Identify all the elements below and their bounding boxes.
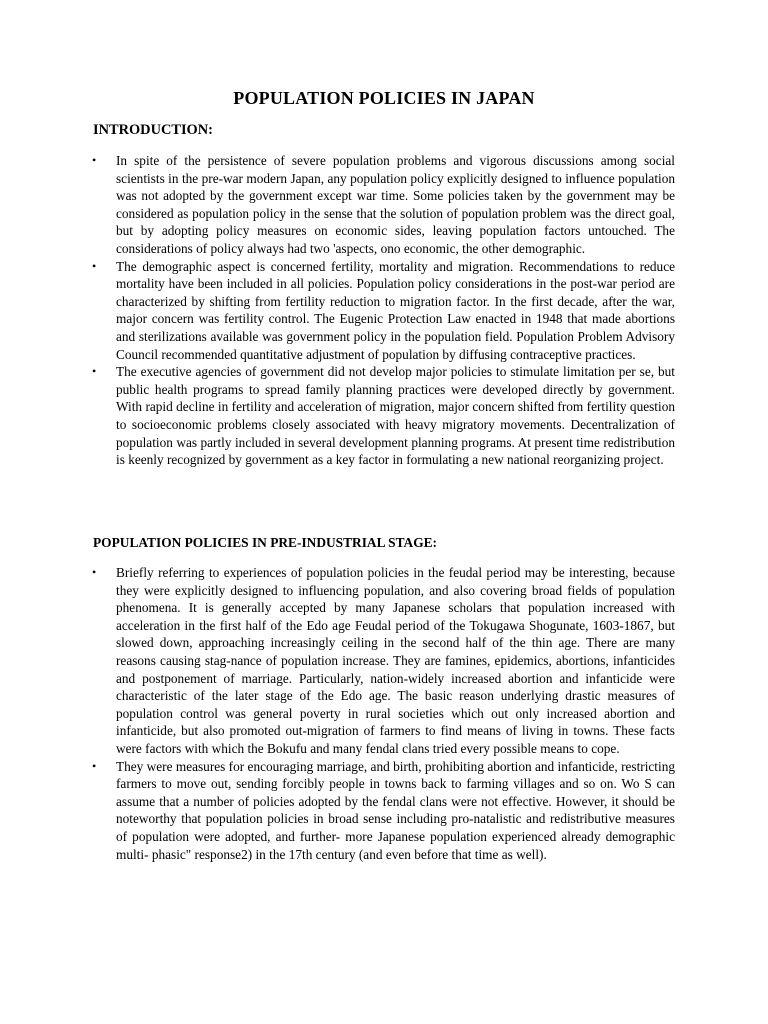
list-item <box>0 564 768 758</box>
introduction-bullet-list <box>0 152 768 469</box>
paragraph-text: Briefly referring to experiences of population policies in the feudal period may be interesting, because they were explicitly designed to influencing population, and also covering broad fields of population phenomena. It is generally accepted by many Japanese scholars that population increased with acceleration in the first half of the Edo age Feudal period of the Tokugawa Shogunate, 1603-1867, but slowed down, approaching increasingly ceiling in the second half of the thin age. There are many reasons causing stag-nance of population increase. They are famines, epidemics, abortions, infanticides and postponement of marriage. Particularly, nation-widely increased abortion and infanticide were characteristic of the later stage of the Edo age. The basic reason underlying drastic measures of population control was general poverty in rural societies which out only increased abortion and infanticide, but also promoted out-migration of farmers to find means of living in towns. These facts were factors with which the Bokufu and many fendal clans tried every possible means to cope. <box>116 565 675 756</box>
list-item <box>0 258 768 364</box>
paragraph-text: They were measures for encouraging marriage, and birth, prohibiting abortion and infanticide, restricting farmers to move out, sending forcibly people in towns back to farming villages and so on. Wo S can assume that a number of policies adopted by the fendal clans were not effective. However, it should be noteworthy that population policies in broad sense including pro-natalistic and redistributive measures of population were adopted, and further- more Japanese population experienced already demographic multi- phasic" response2) in the 17th century (and even before that time as well). <box>116 758 675 862</box>
section-heading-introduction: INTRODUCTION: <box>93 122 213 138</box>
pre-industrial-bullet-list <box>0 564 768 863</box>
paragraph-text: In spite of the persistence of severe population problems and vigorous discussions among social scientists in the pre-war modern Japan, any population policy explicitly designed to influence population was not adopted by the government except war time. Some policies taken by the government may be considered as population policy in the sense that the solution of population problem was the direct goal, but by adopting policy measures on economic sides, leaving population factors untouched. The considerations of policy always had two 'aspects, ono economic, the other demographic. <box>116 153 675 256</box>
paragraph-text: The executive agencies of government did not develop major policies to stimulate limitation per se, but public health programs to spread family planning practices were developed directly by government. With rapid decline in fertility and acceleration of migration, major concern shifted from fertility question to socioeconomic problems closely associated with heavy migratory movements. Decentralization of population was partly included in several development planning programs. At present time redistribution is keenly recognized by government as a key factor in formulating a new national reorganizing project. <box>116 364 675 468</box>
bullet-icon: • <box>92 758 97 773</box>
bullet-icon: • <box>92 153 97 167</box>
list-item <box>0 152 768 258</box>
bullet-icon: • <box>92 364 97 379</box>
document-title: POPULATION POLICIES IN JAPAN <box>233 88 535 108</box>
paragraph-text: The demographic aspect is concerned fertility, mortality and migration. Recommendations to reduce mortality have been included in all policies. Population policy considerations in the post-war period are characterized by shifting from fertility reduction to migration factor. In the first decade, after the war, major concern was fertility control. The Eugenic Protection Law enacted in 1948 that made abortions and sterilizations available was government policy in the population field. Population Problem Advisory Council recommended quantitative adjustment of population by diffusing contraceptive practices. <box>116 258 675 362</box>
section-heading-pre-industrial: POPULATION POLICIES IN PRE-INDUSTRIAL STAGE: <box>93 535 437 550</box>
list-item <box>0 363 768 469</box>
bullet-icon: • <box>92 565 97 579</box>
list-item <box>0 758 768 864</box>
bullet-icon: • <box>92 258 97 273</box>
